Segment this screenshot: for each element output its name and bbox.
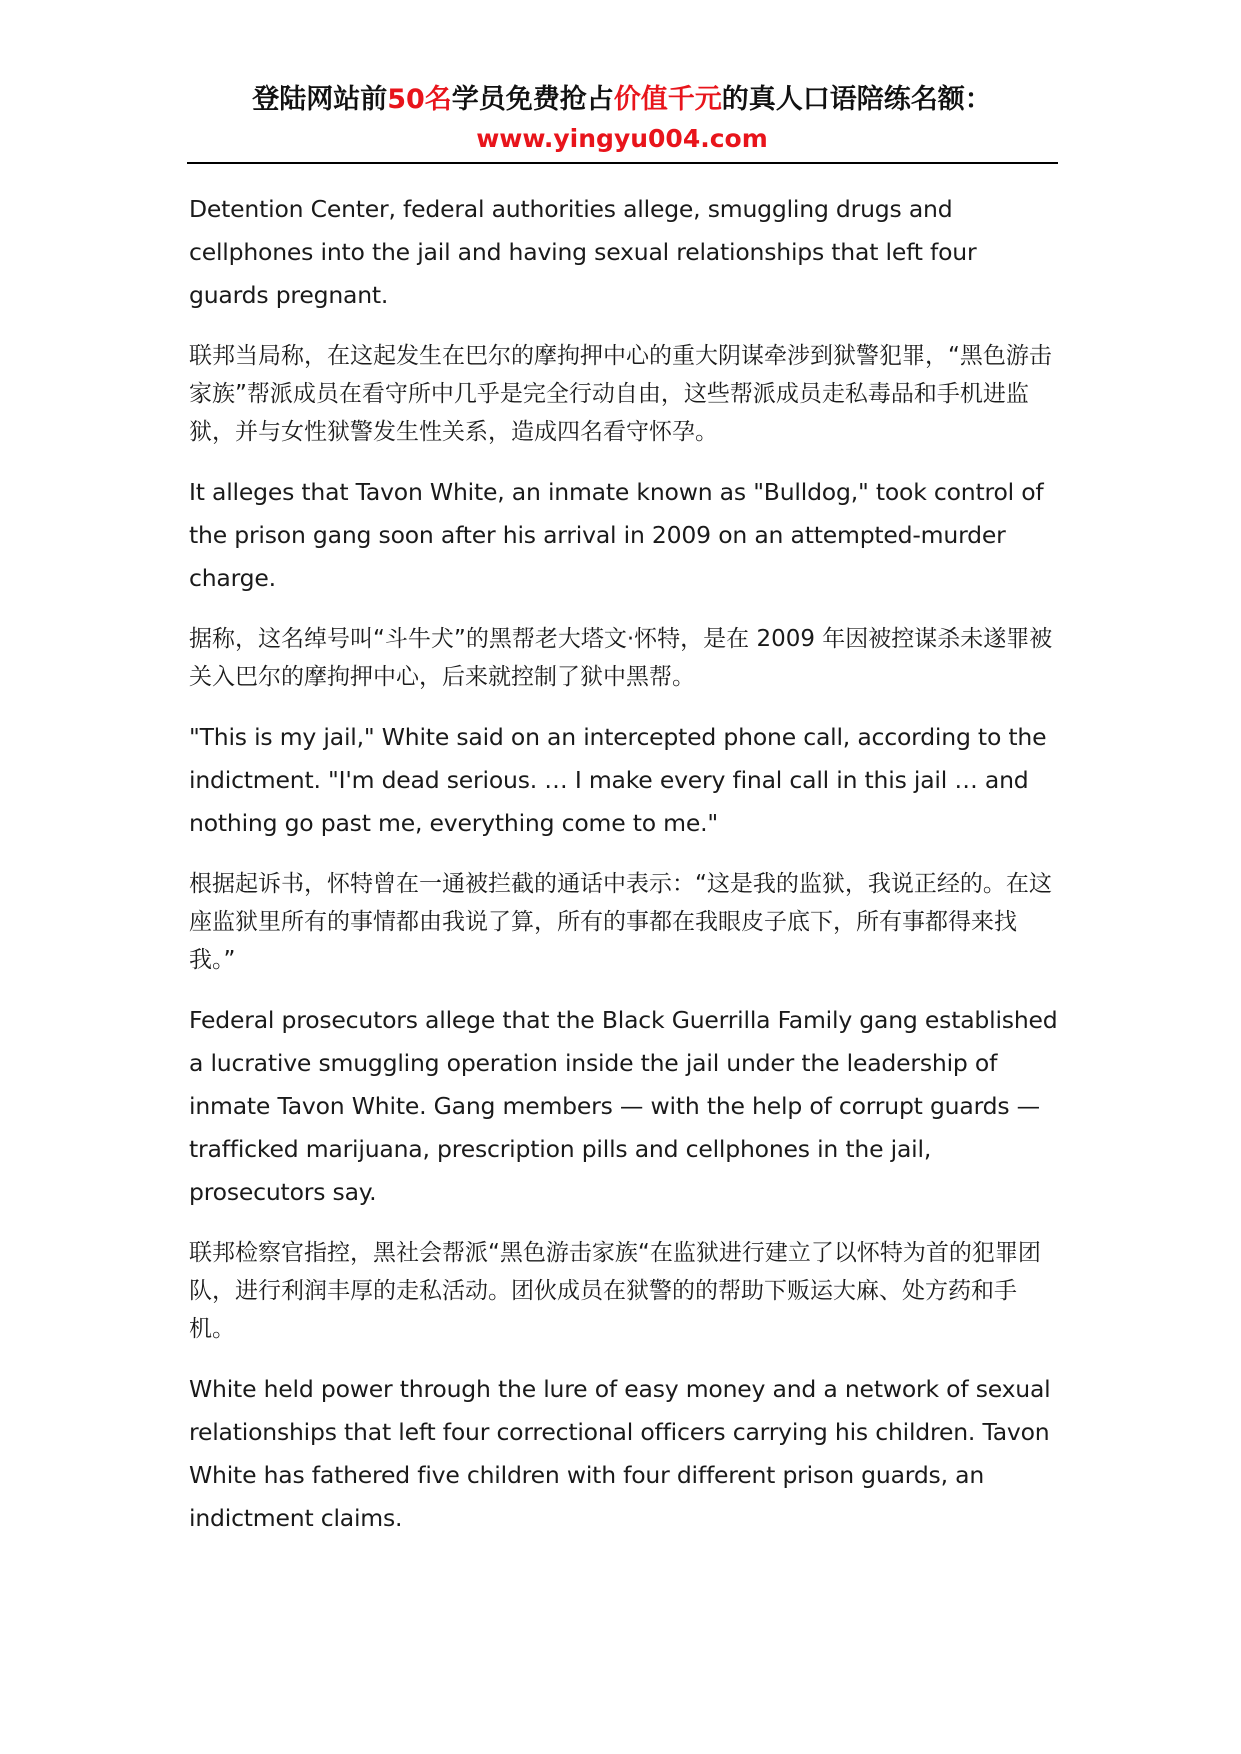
promo-text-part2: 学员免费抢占 <box>451 84 614 115</box>
paragraph-zh-1: 联邦当局称，在这起发生在巴尔的摩拘押中心的重大阴谋牵涉到狱警犯罪，“黑色游击家族”帮派成员在看守所中几乎是完全行动自由，这些帮派成员走私毒品和手机进监狱，并与女性狱警发生性关系，造成四名看守怀孕。 <box>189 343 1052 445</box>
paragraph-en-2: It alleges that Tavon White, an inmate known as "Bulldog," took control of the prison gang soon after his arrival in 2009 on an attempted-murder charge. <box>189 478 1044 592</box>
page-header <box>187 82 1057 156</box>
promo-text-part1: 登陆网站前 <box>252 84 388 115</box>
promo-banner-text <box>187 82 1057 118</box>
promo-highlight-count: 50名 <box>387 84 452 115</box>
website-url-link[interactable]: www.yingyu004.com <box>476 124 768 153</box>
paragraph-zh-4: 联邦检察官指控，黑社会帮派“黑色游击家族“在监狱进行建立了以怀特为首的犯罪团队，进行利润丰厚的走私活动。团伙成员在狱警的的帮助下贩运大麻、处方药和手机。 <box>189 1240 1041 1342</box>
paragraph-en-3: "This is my jail," White said on an intercepted phone call, according to the indictment. "I'm dead serious. … I make every final call in this jail … and nothing go past me, everything come to me." <box>189 723 1047 837</box>
promo-text-part3: 的真人口语陪练名额： <box>721 84 992 115</box>
article-body <box>189 188 1059 1560</box>
paragraph-en-1: Detention Center, federal authorities allege, smuggling drugs and cellphones into the jail and having sexual relationships that left four guards pregnant. <box>189 195 977 309</box>
header-divider <box>187 162 1058 164</box>
paragraph-zh-2: 据称，这名绰号叫“斗牛犬”的黑帮老大塔文·怀特，是在 2009 年因被控谋杀未遂罪被关入巴尔的摩拘押中心，后来就控制了狱中黑帮。 <box>189 626 1053 690</box>
paragraph-en-5: White held power through the lure of easy money and a network of sexual relationships that left four correctional officers carrying his children. Tavon White has fathered five children with four different prison guards, an indictment claims. <box>189 1375 1051 1532</box>
paragraph-zh-3: 根据起诉书，怀特曾在一通被拦截的通话中表示：“这是我的监狱，我说正经的。在这座监狱里所有的事情都由我说了算，所有的事都在我眼皮子底下，所有事都得来找我。” <box>189 871 1052 973</box>
paragraph-en-4: Federal prosecutors allege that the Black Guerrilla Family gang established a lucrative smuggling operation inside the jail under the leadership of inmate Tavon White. Gang members — with the help of corrupt guards — trafficked marijuana, prescription pills and cellphones in the jail, prosecutors say. <box>189 1006 1058 1206</box>
promo-highlight-value: 价值千元 <box>613 84 722 115</box>
